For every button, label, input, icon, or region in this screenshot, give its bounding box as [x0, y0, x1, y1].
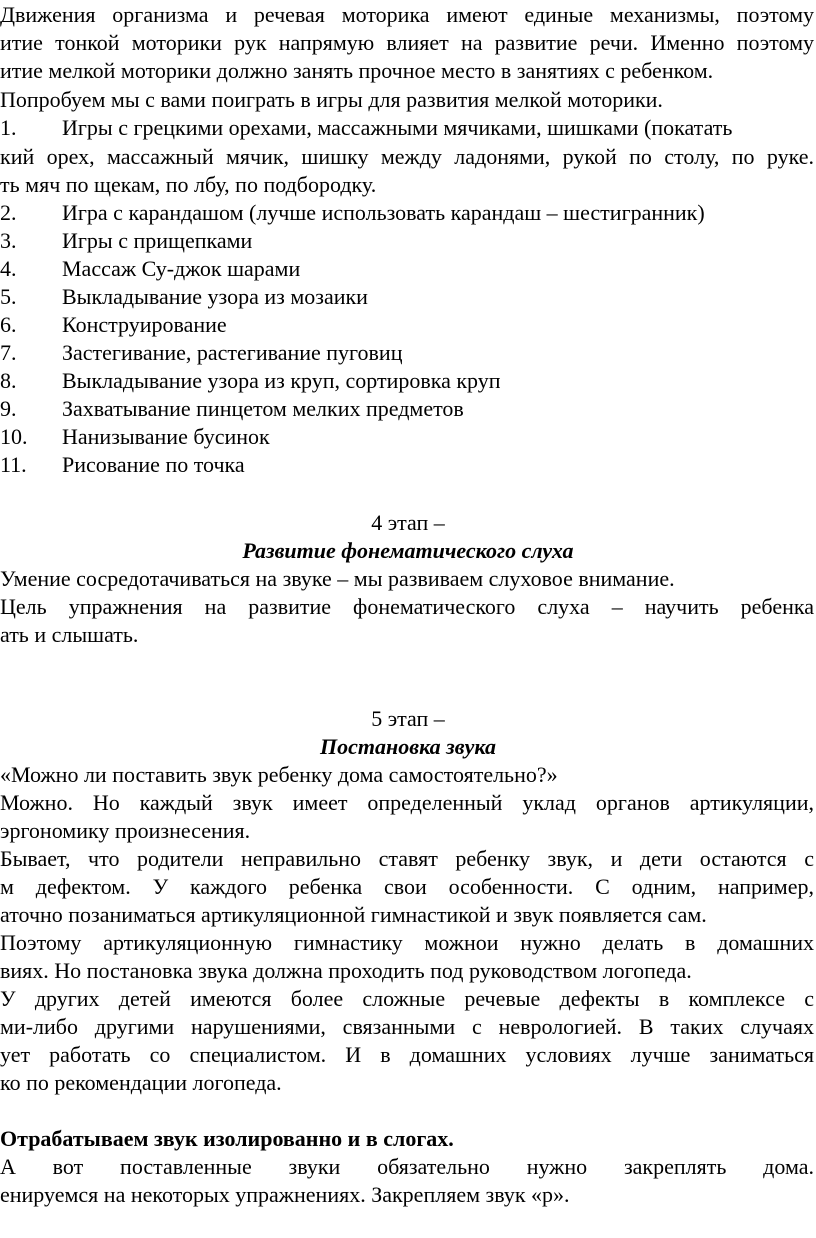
practice-line-1: А вот поставленные звуки обязательно нужно закреплять дома.: [0, 1154, 814, 1179]
list-item-number: 10.: [0, 424, 28, 449]
list-item-number: 9.: [0, 396, 17, 421]
list-item-text: Захватывание пинцетом мелких предметов: [62, 396, 464, 421]
list-item-text: Игры с грецкими орехами, массажными мячиками, шишками (покатать: [62, 115, 733, 140]
stage-5-line-5: м дефектом. У каждого ребенка свои особенности. С одним, например,: [0, 874, 814, 899]
stage-5-line-6: аточно позаниматься артикуляционной гимнастикой и звук появляется сам.: [0, 902, 707, 927]
stage-5-line-8: виях. Но постановка звука должна проходить под руководством логопеда.: [0, 958, 692, 983]
intro-line-3: итие мелкой моторики должно занять прочное место в занятиях с ребенком.: [0, 58, 714, 83]
list-item-number: 7.: [0, 340, 17, 365]
list-item-text: Нанизывание бусинок: [62, 424, 270, 449]
practice-heading: Отрабатываем звук изолированно и в слогах.: [0, 1126, 454, 1151]
list-item-text: Конструирование: [62, 312, 227, 337]
list-item-number: 5.: [0, 284, 17, 309]
intro-line-1: Движения организма и речевая моторика имеют единые механизмы, поэтому: [0, 2, 814, 27]
list-item-text: Застегивание, растегивание пуговиц: [62, 340, 403, 365]
stage-4-label: 4 этап –: [371, 510, 445, 535]
list-item-number: 8.: [0, 368, 17, 393]
list-item-number: 2.: [0, 200, 17, 225]
list-item-number: 6.: [0, 312, 17, 337]
stage-5-line-10: ми-либо другими нарушениями, связанными с неврологией. В таких случаях: [0, 1014, 814, 1039]
stage-5-label: 5 этап –: [371, 706, 445, 731]
practice-line-2: енируемся на некоторых упражнениях. Закрепляем звук «р».: [0, 1182, 570, 1207]
list-item-number: 1.: [0, 115, 17, 140]
stage-5-line-7: Поэтому артикуляционную гимнастику можнои нужно делать в домашних: [0, 930, 814, 955]
list-item-number: 4.: [0, 256, 17, 281]
list-item-text: Игры с прищепками: [62, 228, 253, 253]
stage-4-line-2: Цель упражнения на развитие фонематического слуха – научить ребенка: [0, 594, 814, 619]
intro-line-4: Попробуем мы с вами поиграть в игры для развития мелкой моторики.: [0, 87, 663, 112]
list-item-number: 11.: [0, 452, 27, 477]
list-item-text-continued: ть мяч по щекам, по лбу, по подбородку.: [0, 172, 377, 197]
stage-4-line-3: ать и слышать.: [0, 622, 139, 647]
stage-5-title: Постановка звука: [320, 734, 496, 759]
list-item-text: Выкладывание узора из круп, сортировка круп: [62, 368, 501, 393]
stage-5-line-1: «Можно ли поставить звук ребенку дома самостоятельно?»: [0, 762, 558, 787]
stage-4-title: Развитие фонематического слуха: [242, 538, 574, 563]
stage-4-line-1: Умение сосредотачиваться на звуке – мы развиваем слуховое внимание.: [0, 566, 675, 591]
stage-5-line-3: эргономику произнесения.: [0, 818, 251, 843]
stage-5-line-9: У других детей имеются более сложные речевые дефекты в комплексе с: [0, 986, 814, 1011]
list-item-text: Выкладывание узора из мозаики: [62, 284, 368, 309]
list-item-text-continued: кий орех, массажный мячик, шишку между ладонями, рукой по столу, по руке.: [0, 144, 814, 169]
list-item-text: Рисование по точка: [62, 452, 245, 477]
stage-5-line-4: Бывает, что родители неправильно ставят ребенку звук, и дети остаются с: [0, 846, 814, 871]
list-item-text: Массаж Су-джок шарами: [62, 256, 301, 281]
list-item-text: Игра с карандашом (лучше использовать карандаш – шестигранник): [62, 200, 705, 225]
stage-5-line-2: Можно. Но каждый звук имеет определенный уклад органов артикуляции,: [0, 790, 814, 815]
list-item-number: 3.: [0, 228, 17, 253]
stage-5-line-11: ует работать со специалистом. И в домашних условиях лучше заниматься: [0, 1042, 814, 1067]
intro-line-2: итие тонкой моторики рук напрямую влияет на развитие речи. Именно поэтому: [0, 30, 814, 55]
stage-5-line-12: ко по рекомендации логопеда.: [0, 1070, 282, 1095]
